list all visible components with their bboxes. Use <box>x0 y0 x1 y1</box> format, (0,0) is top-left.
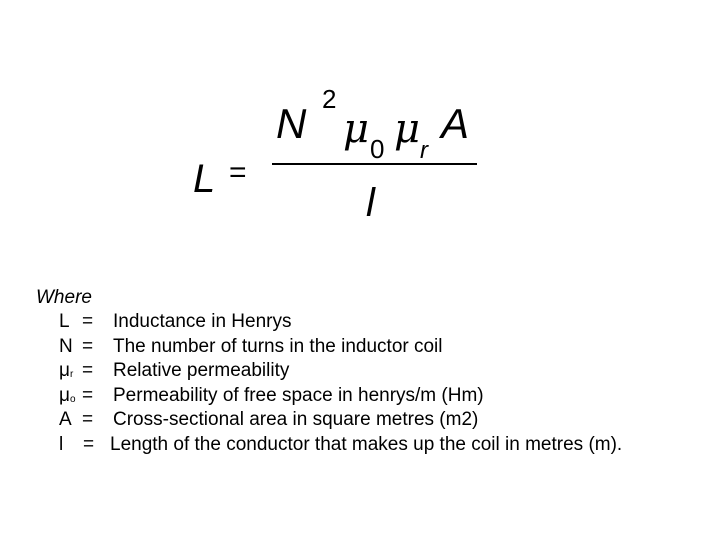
definition-text: Cross-sectional area in square metres (m2) <box>113 409 479 430</box>
formula-equals: = <box>229 156 247 189</box>
definition-text: Inductance in Henrys <box>113 311 292 332</box>
definition-equals: = <box>82 360 94 381</box>
definition-text: Relative permeability <box>113 360 290 381</box>
definition-text: Permeability of free space in henrys/m (Hm) <box>113 384 484 406</box>
definition-row-mu-r <box>36 359 716 384</box>
formula-graphic <box>0 0 728 240</box>
formula-numerator-a: A <box>441 100 470 147</box>
formula-mu-r: μ <box>394 106 420 152</box>
inductance-formula <box>0 0 728 240</box>
formula-mu-zero-subscript: 0 <box>370 134 385 164</box>
definition-symbol: μr <box>59 360 74 381</box>
formula-denominator: l <box>366 181 375 225</box>
definition-equals: = <box>82 384 94 406</box>
definition-text: The number of turns in the inductor coil <box>113 335 443 357</box>
formula-exponent: 2 <box>322 84 337 114</box>
formula-mu-r-subscript: r <box>420 137 428 164</box>
definition-symbol: A <box>59 409 72 430</box>
definitions-block <box>36 285 716 457</box>
formula-mu-zero: μ <box>343 106 369 152</box>
definition-row-length <box>36 433 716 458</box>
definition-row-mu-o <box>36 384 716 409</box>
definition-symbol: N <box>59 335 73 357</box>
definition-equals: = <box>82 409 94 430</box>
definition-symbol: l <box>59 433 64 455</box>
definition-row-n <box>36 335 716 360</box>
where-label: Where <box>36 287 92 308</box>
definition-equals: = <box>82 311 94 332</box>
definition-equals: = <box>83 433 95 455</box>
definition-row-a <box>36 408 716 433</box>
definition-row-l <box>36 310 716 335</box>
definition-equals: = <box>82 335 94 357</box>
definition-symbol: μo <box>59 384 76 406</box>
formula-lhs: L <box>193 157 216 201</box>
definition-symbol: L <box>59 311 70 332</box>
definition-text: Length of the conductor that makes up the coil in metres (m). <box>110 433 623 455</box>
formula-numerator-n: N <box>276 100 307 147</box>
